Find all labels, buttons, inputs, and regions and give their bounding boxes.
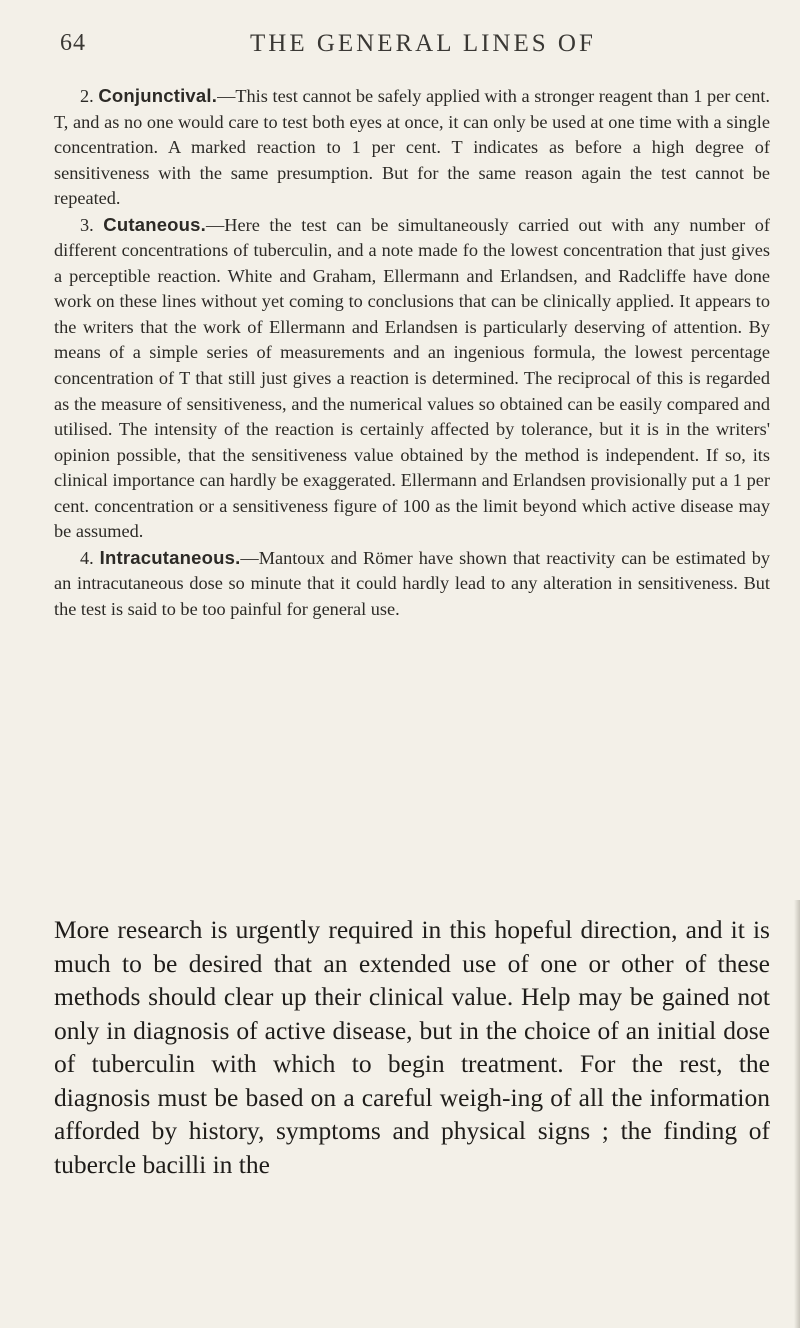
item-heading: Conjunctival.: [98, 85, 218, 106]
item-text: —Mantoux and Römer have shown that reactivity can be estimated by an intracutaneous dose so minute that it could hardly lead to any alteration in sensitiveness. But the test is said to be too painful for general use.: [54, 547, 770, 619]
test-methods-section: [54, 83, 770, 622]
closing-section: [54, 913, 770, 1181]
page-number: 64: [60, 30, 86, 56]
page-header: [60, 30, 772, 70]
item-heading: Intracutaneous.: [99, 546, 241, 568]
item-text: —This test cannot be safely applied with a stronger reagent than 1 per cent. T, and as no one would care to test both eyes at once, it can only be used at one time with a single concentration. A marked reaction to 1 per cent. T indicates as before a high degree of sensitiveness with the same presumption. But for the same reason again the test cannot be repeated.: [54, 86, 771, 209]
item-number: 4.: [80, 547, 94, 568]
item-text: —Here the test can be simultaneously carried out with any number of different concentrations of tuberculin, and a note made fo the lowest concentration that just gives a perceptible reaction. White and Graham, Ellermann and Erlandsen, and Radcliffe have done work on these lines without yet coming to conclusions that can be clinically applied. It appears to the writers that the work of Ellermann and Erlandsen is particularly deserving of attention. By means of a simple series of measurements and an ingenious formula, the lowest percentage concentration of T that still just gives a reaction is determined. The reciprocal of this is regarded as the measure of sensitiveness, and the numerical values so obtained can be easily compared and utilised. The intensity of the reaction is certainly affected by tolerance, but it is in the writers' opinion possible, that the sensitiveness value obtained by the method is independent. If so, its clinical importance can hardly be exaggerated. Ellermann and Erlandsen provisionally put a 1 per cent. concentration or a sensitiveness figure of 100 as the limit beyond which active disease may be assumed.: [54, 214, 770, 542]
closing-paragraph: More research is urgently required in this hopeful direction, and it is much to be desired that an extended use of one or other of these methods should clear up their clinical value. Help may be gained not only in diagnosis of active disease, but in the choice of an initial dose of tuberculin with which to begin treatment. For the rest, the diagnosis must be based on a careful weigh-ing of all the information afforded by history, symptoms and physical signs ; the finding of tubercle bacilli in the: [54, 915, 770, 1179]
item-number: 2.: [80, 86, 94, 106]
paragraph-cutaneous: [54, 212, 770, 545]
paragraph-conjunctival: [54, 83, 770, 212]
page-edge-shadow: [794, 900, 800, 1328]
paragraph-intracutaneous: [54, 545, 770, 623]
running-head: THE GENERAL LINES OF: [250, 30, 596, 57]
item-number: 3.: [80, 214, 94, 235]
item-heading: Cutaneous.: [103, 213, 207, 235]
